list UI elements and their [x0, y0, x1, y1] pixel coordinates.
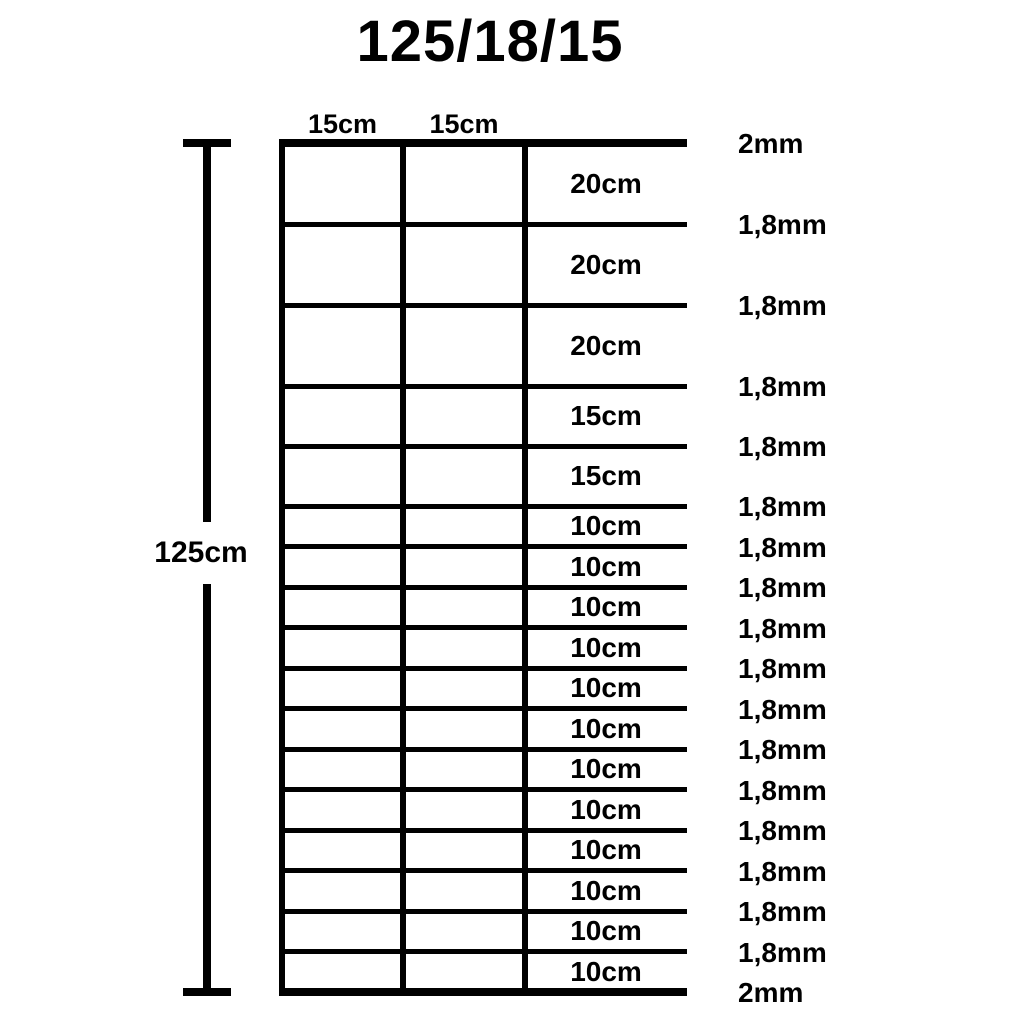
row-height-label: 10cm: [570, 753, 642, 785]
column-width-label: 15cm: [429, 109, 499, 139]
total-height-label: 125cm: [145, 522, 257, 584]
diagram-title: 125/18/15: [356, 9, 624, 74]
vertical-wire: [400, 139, 406, 996]
wire-thickness-label: 1,8mm: [738, 653, 827, 684]
wire-thickness-label: 1,8mm: [738, 572, 827, 603]
wire-thickness-label: 1,8mm: [738, 774, 827, 806]
row-height-label: 20cm: [570, 248, 642, 280]
wire-thickness-label: 1,8mm: [738, 371, 827, 402]
measure-top-cap: [183, 139, 231, 147]
wire-thickness-label: 1,8mm: [738, 491, 827, 522]
row-height-label: 10cm: [570, 874, 642, 906]
wire-thickness-label: 1,8mm: [738, 290, 827, 321]
wire-thickness-label: 1,8mm: [738, 209, 827, 240]
row-height-label: 10cm: [570, 834, 642, 866]
wire-thickness-label: 1,8mm: [738, 734, 827, 765]
row-height-label: 10cm: [570, 793, 642, 825]
row-height-label: 10cm: [570, 631, 642, 663]
row-height-label: 15cm: [570, 400, 642, 431]
wire-thickness-label: 2mm: [738, 977, 804, 1008]
row-height-label: 10cm: [570, 591, 642, 623]
wire-thickness-label: 2mm: [738, 128, 804, 159]
row-height-label: 20cm: [570, 167, 642, 199]
wire-thickness-label: 1,8mm: [738, 612, 827, 644]
wire-thickness-label: 1,8mm: [738, 693, 827, 725]
row-height-label: 10cm: [570, 712, 642, 744]
row-height-label: 10cm: [570, 915, 642, 947]
wire-thickness-label: 1,8mm: [738, 815, 827, 846]
row-height-label: 10cm: [570, 672, 642, 704]
wire-thickness-label: 1,8mm: [738, 855, 827, 887]
row-height-label: 10cm: [570, 955, 642, 987]
wire-thickness-label: 1,8mm: [738, 896, 827, 927]
row-height-label: 15cm: [570, 460, 642, 491]
column-width-label: 15cm: [307, 109, 378, 139]
wire-thickness-label: 1,8mm: [738, 531, 827, 563]
vertical-wire: [279, 139, 285, 996]
wire-thickness-label: 1,8mm: [738, 936, 827, 968]
row-height-label: 20cm: [570, 329, 642, 361]
row-height-label: 10cm: [570, 550, 642, 582]
row-height-label: 10cm: [570, 510, 642, 542]
measure-bottom-cap: [183, 988, 231, 996]
wire-thickness-label: 1,8mm: [738, 431, 827, 462]
